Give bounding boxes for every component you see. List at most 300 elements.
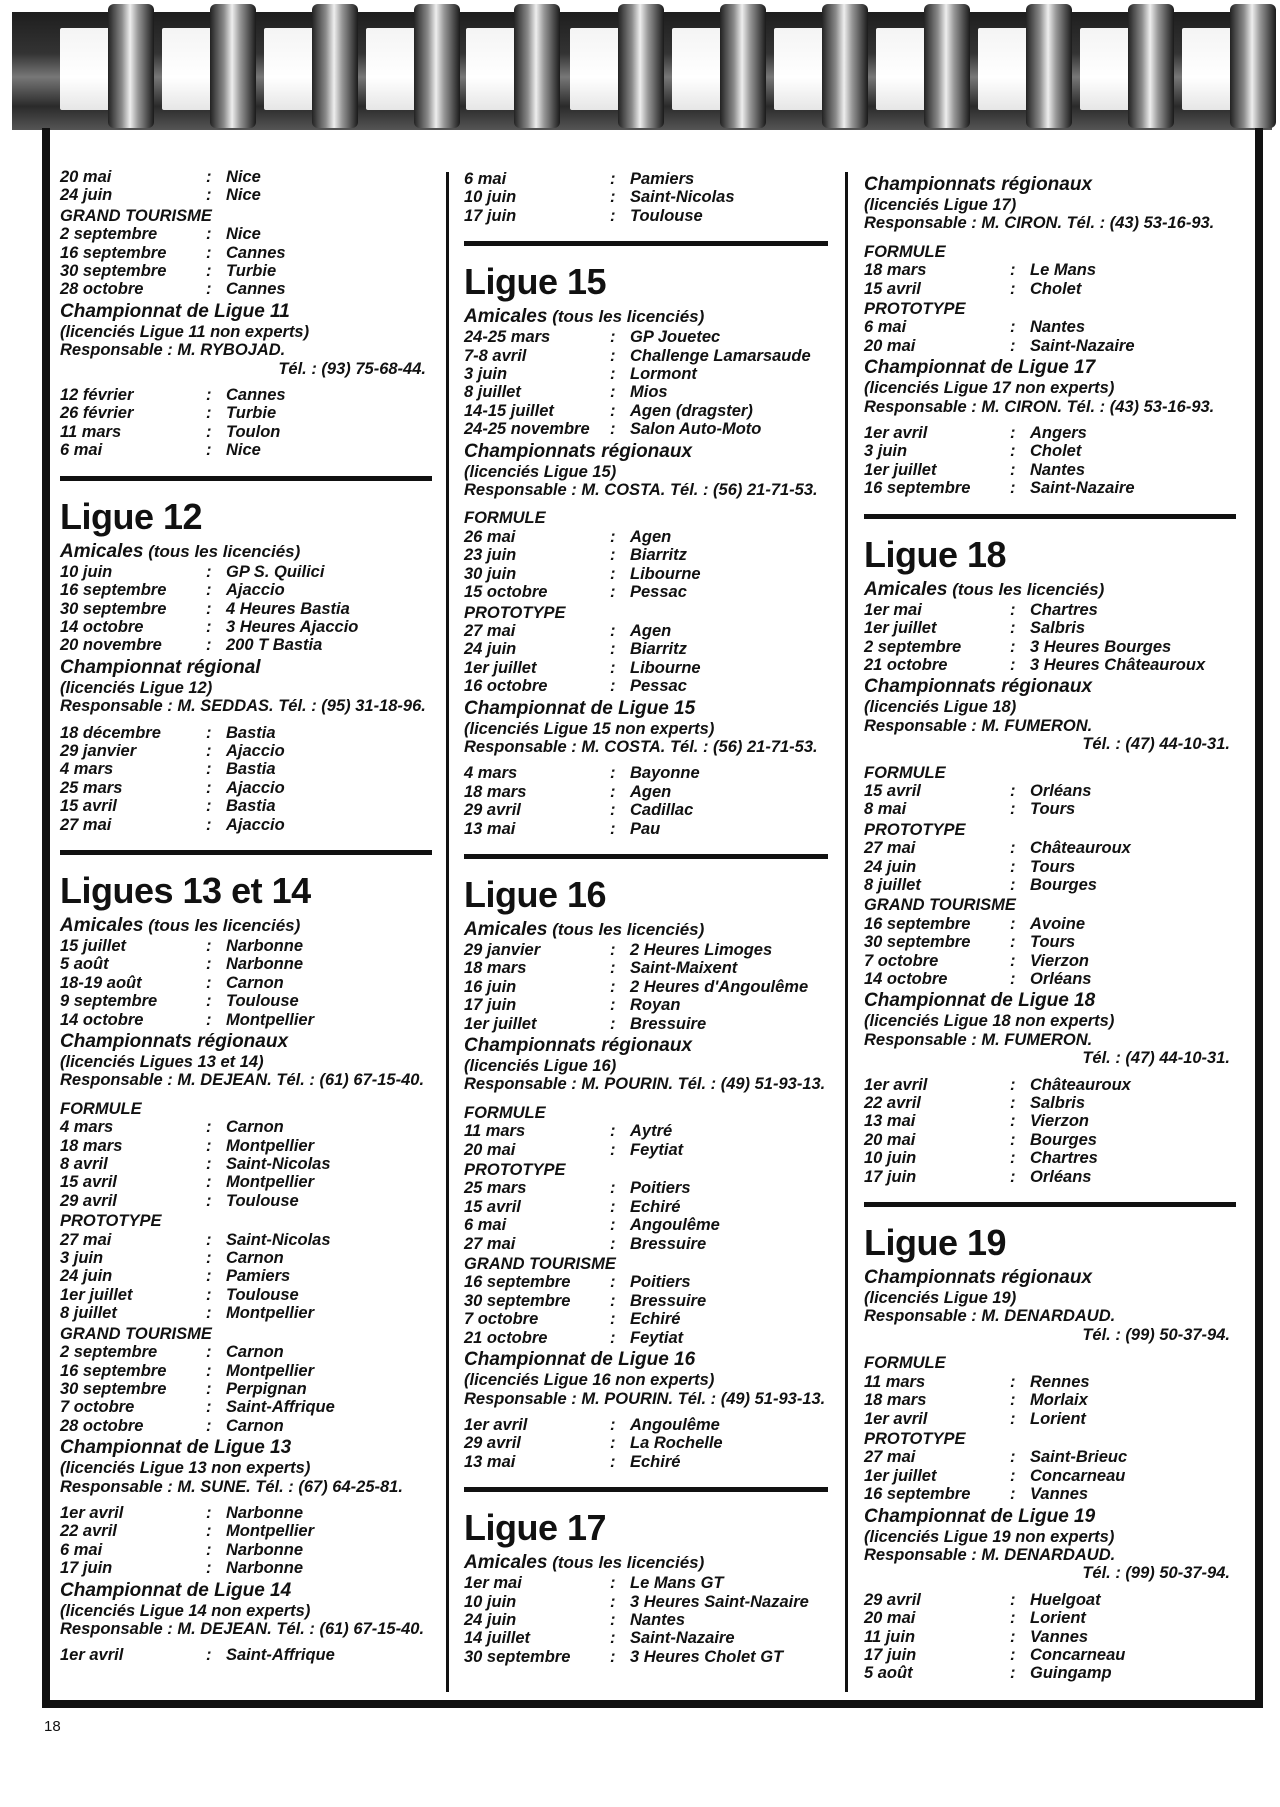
- schedule-row: [60, 600, 432, 618]
- schedule-row: [60, 618, 432, 636]
- schedule-row: [464, 622, 828, 640]
- league-header: [60, 497, 432, 563]
- phone-line: Tél. : (93) 75-68-44.: [278, 359, 426, 378]
- event-venue: Lorient: [1030, 1609, 1086, 1628]
- separator: :: [1010, 1391, 1016, 1410]
- amicales-note: (tous les licenciés): [552, 919, 705, 939]
- event-venue: Nice: [226, 168, 261, 186]
- schedule-row: [464, 764, 828, 782]
- event-date: 17 juin: [60, 1559, 113, 1578]
- binding-hole: [672, 28, 724, 110]
- event-venue: 4 Heures Bastia: [226, 599, 350, 618]
- schedule-row: [464, 328, 828, 346]
- schedule-row: [60, 1417, 432, 1435]
- event-date: 1er juillet: [464, 1014, 537, 1033]
- event-venue: Châteauroux: [1030, 839, 1131, 858]
- separator: :: [610, 1310, 616, 1329]
- event-date: 10 juin: [60, 562, 113, 581]
- schedule-list: [464, 528, 828, 602]
- schedule-list: [60, 1343, 432, 1435]
- event-venue: Nice: [226, 441, 261, 460]
- separator: :: [610, 170, 616, 188]
- event-venue: Ajaccio: [226, 581, 285, 600]
- event-venue: Feytiat: [630, 1140, 684, 1159]
- separator: :: [1010, 424, 1016, 443]
- event-venue: Lorient: [1030, 1409, 1086, 1428]
- event-venue: Royan: [630, 996, 681, 1015]
- schedule-row: [864, 479, 1236, 497]
- binding-ring: [1230, 4, 1276, 128]
- event-venue: Agen (dragster): [630, 401, 753, 420]
- separator: :: [1010, 1609, 1016, 1628]
- binding-hole: [774, 28, 826, 110]
- separator: :: [206, 1136, 212, 1155]
- column-3: [864, 172, 1236, 1683]
- separator: :: [1010, 1485, 1016, 1504]
- schedule-row: [864, 1076, 1236, 1094]
- schedule-row: [464, 1292, 828, 1310]
- event-venue: Montpellier: [226, 1173, 315, 1192]
- column-divider-2: [845, 172, 848, 1692]
- event-date: 20 mai: [864, 1609, 916, 1628]
- contact-line: Responsable : M. CIRON. Tél. : (43) 53-16-93.: [864, 214, 1215, 233]
- schedule-row: [464, 1434, 828, 1452]
- schedule-row: [60, 724, 432, 742]
- eligibility-note: (licenciés Ligue 17 non experts): [864, 379, 1115, 398]
- section-rule: [60, 476, 432, 481]
- event-date: 23 juin: [464, 546, 517, 565]
- separator: :: [1010, 442, 1016, 461]
- event-venue: Saint-Brieuc: [1030, 1448, 1128, 1467]
- schedule-row: [464, 170, 828, 188]
- binding-ring: [1128, 4, 1174, 128]
- phone-line: Tél. : (47) 44-10-31.: [1082, 735, 1230, 754]
- event-date: 1er avril: [60, 1503, 124, 1522]
- event-venue: 3 Heures Châteauroux: [1030, 655, 1206, 674]
- event-date: 16 septembre: [864, 914, 971, 933]
- section-rule: [864, 514, 1236, 519]
- event-venue: Pessac: [630, 583, 687, 602]
- championship-block: [864, 357, 1236, 416]
- binding-hole: [366, 28, 418, 110]
- event-venue: Echiré: [630, 1452, 681, 1471]
- eligibility-note: (licenciés Ligue 12): [60, 678, 213, 697]
- schedule-row: [464, 1216, 828, 1234]
- contact-line: Responsable : M. POURIN. Tél. : (49) 51-93-13.: [464, 1389, 826, 1408]
- separator: :: [206, 422, 212, 441]
- category-label: GRAND TOURISME: [60, 1324, 212, 1343]
- event-venue: Poitiers: [630, 1179, 691, 1198]
- separator: :: [206, 936, 212, 955]
- separator: :: [610, 782, 616, 801]
- event-date: 3 juin: [60, 1249, 104, 1268]
- schedule-row: [864, 1410, 1236, 1428]
- event-date: 11 mars: [60, 422, 122, 441]
- event-venue: Tours: [1030, 857, 1076, 876]
- amicales-label: Amicales: [464, 1552, 548, 1574]
- event-date: 20 mai: [864, 1130, 916, 1149]
- category-label: FORMULE: [864, 1354, 946, 1373]
- separator: :: [1010, 1645, 1016, 1664]
- schedule-row: [864, 1131, 1236, 1149]
- separator: :: [610, 1647, 616, 1666]
- event-date: 24 juin: [464, 1610, 517, 1629]
- event-date: 24-25 novembre: [464, 420, 590, 439]
- event-date: 24 juin: [464, 640, 517, 659]
- schedule-row: [464, 677, 828, 695]
- event-venue: Toulouse: [226, 1285, 299, 1304]
- event-date: 29 janvier: [464, 940, 541, 959]
- event-date: 29 avril: [864, 1590, 921, 1609]
- contact-line: Responsable : M. COSTA. Tél. : (56) 21-71-53.: [464, 737, 818, 756]
- separator: :: [610, 564, 616, 583]
- separator: :: [1010, 279, 1016, 298]
- separator: :: [206, 1503, 212, 1522]
- event-date: 27 mai: [464, 1234, 516, 1253]
- championship-block: [464, 441, 828, 500]
- schedule-row: [464, 402, 828, 420]
- eligibility-note: (licenciés Ligues 13 et 14): [60, 1053, 264, 1071]
- schedule-row: [864, 601, 1236, 619]
- event-venue: Morlaix: [1030, 1391, 1088, 1410]
- event-venue: Pamiers: [226, 1267, 291, 1286]
- separator: :: [610, 346, 616, 365]
- event-venue: Saint-Affrique: [226, 1646, 335, 1665]
- schedule-row: [464, 546, 828, 564]
- schedule-row: [60, 244, 432, 262]
- event-venue: Saint-Nazaire: [1030, 336, 1135, 355]
- event-date: 1er juillet: [464, 658, 537, 677]
- separator: :: [610, 1197, 616, 1216]
- event-venue: Chartres: [1030, 1149, 1098, 1168]
- event-date: 1er avril: [864, 1075, 928, 1094]
- schedule-row: [864, 1448, 1236, 1466]
- event-venue: Pau: [630, 819, 661, 838]
- separator: :: [610, 1415, 616, 1434]
- schedule-row: [464, 207, 828, 225]
- event-venue: Le Mans GT: [630, 1574, 724, 1593]
- binding-hole: [264, 28, 316, 110]
- championship-block: [464, 1035, 828, 1094]
- column-2: [464, 170, 828, 1666]
- separator: :: [206, 1118, 212, 1137]
- event-date: 17 juin: [464, 206, 517, 225]
- schedule-row: [864, 1467, 1236, 1485]
- amicales-note: (tous les licenciés): [148, 541, 301, 561]
- schedule-row: [864, 318, 1236, 336]
- event-date: 18 décembre: [60, 723, 161, 742]
- event-venue: Salbris: [1030, 1094, 1086, 1113]
- binding-ring: [1026, 4, 1072, 128]
- event-venue: Cannes: [226, 386, 286, 405]
- schedule-row: [60, 1118, 432, 1136]
- schedule-row: [60, 581, 432, 599]
- schedule-row: [60, 1173, 432, 1191]
- separator: :: [1010, 1466, 1016, 1485]
- separator: :: [1010, 951, 1016, 970]
- schedule-row: [60, 1398, 432, 1416]
- schedule-row: [464, 1179, 828, 1197]
- separator: :: [610, 1014, 616, 1033]
- event-date: 12 février: [60, 386, 134, 405]
- separator: :: [610, 640, 616, 659]
- schedule-row: [464, 1648, 828, 1666]
- schedule-row: [464, 1198, 828, 1216]
- event-venue: GP Jouetec: [630, 328, 721, 347]
- event-date: 24 juin: [864, 857, 917, 876]
- contact-line: Responsable : M. DEJEAN. Tél. : (61) 67-15-40.: [60, 1619, 425, 1638]
- event-venue: Le Mans: [1030, 261, 1097, 280]
- event-venue: Bastia: [226, 760, 276, 779]
- event-date: 30 juin: [464, 564, 517, 583]
- event-venue: Vannes: [1030, 1485, 1089, 1504]
- championship-block: [864, 990, 1236, 1067]
- championship-block: [60, 1031, 432, 1090]
- championship-title: Championnat de Ligue 13: [60, 1437, 292, 1459]
- event-venue: Orléans: [1030, 781, 1092, 800]
- separator: :: [1010, 839, 1016, 858]
- schedule-row: [60, 1362, 432, 1380]
- separator: :: [206, 1191, 212, 1210]
- event-venue: Saint-Nazaire: [1030, 479, 1135, 498]
- schedule-row: [464, 1273, 828, 1291]
- event-venue: Perpignan: [226, 1379, 307, 1398]
- event-date: 2 septembre: [60, 225, 158, 244]
- event-date: 29 avril: [60, 1191, 117, 1210]
- schedule-row: [864, 970, 1236, 988]
- event-date: 14-15 juillet: [464, 401, 554, 420]
- schedule-row: [60, 225, 432, 243]
- schedule-row: [464, 1141, 828, 1159]
- schedule-row: [864, 782, 1236, 800]
- event-venue: Cadillac: [630, 801, 694, 820]
- separator: :: [206, 581, 212, 600]
- separator: :: [206, 168, 212, 186]
- separator: :: [1010, 1448, 1016, 1467]
- championship-block: [864, 1267, 1236, 1344]
- separator: :: [206, 441, 212, 460]
- schedule-list: [864, 839, 1236, 894]
- event-venue: Ajaccio: [226, 815, 285, 834]
- amicales-heading: [464, 306, 828, 328]
- separator: :: [610, 801, 616, 820]
- separator: :: [610, 1291, 616, 1310]
- separator: :: [206, 1559, 212, 1578]
- schedule-list: [464, 1574, 828, 1666]
- separator: :: [1010, 336, 1016, 355]
- event-venue: Châteauroux: [1030, 1075, 1131, 1094]
- schedule-row: [464, 365, 828, 383]
- separator: :: [610, 1122, 616, 1141]
- event-date: 27 mai: [864, 1448, 916, 1467]
- schedule-row: [864, 638, 1236, 656]
- schedule-row: [864, 424, 1236, 442]
- schedule-row: [864, 1485, 1236, 1503]
- league-header: [464, 262, 828, 328]
- separator: :: [1010, 914, 1016, 933]
- event-date: 29 avril: [464, 801, 521, 820]
- event-date: 21 octobre: [464, 1328, 548, 1347]
- separator: :: [610, 583, 616, 602]
- event-date: 16 septembre: [464, 1273, 571, 1292]
- contact-line: Responsable : M. SEDDAS. Tél. : (95) 31-18-96.: [60, 697, 426, 716]
- event-venue: Concarneau: [1030, 1645, 1126, 1664]
- event-date: 1er avril: [864, 424, 928, 443]
- event-venue: Toulouse: [630, 206, 703, 225]
- schedule-row: [864, 876, 1236, 894]
- separator: :: [206, 562, 212, 581]
- event-venue: Angoulême: [630, 1216, 720, 1235]
- separator: :: [206, 1155, 212, 1174]
- separator: :: [1010, 800, 1016, 819]
- event-date: 16 octobre: [464, 677, 548, 696]
- event-date: 5 août: [864, 1664, 913, 1683]
- event-date: 14 juillet: [464, 1629, 531, 1648]
- event-date: 29 janvier: [60, 741, 137, 760]
- event-venue: Saint-Nicolas: [630, 188, 735, 207]
- separator: :: [610, 1273, 616, 1292]
- amicales-label: Amicales: [60, 540, 144, 562]
- event-date: 30 septembre: [60, 599, 167, 618]
- schedule-row: [60, 636, 432, 654]
- event-venue: Nantes: [1030, 460, 1086, 479]
- event-date: 16 septembre: [864, 479, 971, 498]
- event-venue: Carnon: [226, 1343, 284, 1362]
- championship-title: Championnats régionaux: [464, 1035, 693, 1056]
- league-header: [60, 871, 432, 937]
- event-date: 22 avril: [864, 1094, 921, 1113]
- event-venue: Turbie: [226, 404, 277, 423]
- championship-title: Championnat de Ligue 16: [464, 1349, 696, 1371]
- league-title: Ligue 19: [864, 1222, 1007, 1264]
- event-date: 6 mai: [60, 441, 103, 460]
- schedule-row: [464, 801, 828, 819]
- championship-title: Championnats régionaux: [464, 440, 693, 462]
- separator: :: [610, 420, 616, 439]
- binding-ring: [108, 4, 154, 128]
- separator: :: [206, 1285, 212, 1304]
- separator: :: [206, 1304, 212, 1323]
- binding-hole: [162, 28, 214, 110]
- event-venue: Carnon: [226, 1416, 284, 1435]
- schedule-row: [864, 915, 1236, 933]
- column-divider-1: [446, 172, 449, 1692]
- event-date: 4 mars: [60, 1118, 114, 1137]
- league-title: Ligue 18: [864, 533, 1007, 575]
- binding-hole: [978, 28, 1030, 110]
- amicales-label: Amicales: [60, 914, 144, 936]
- category-label: FORMULE: [60, 1099, 142, 1118]
- separator: :: [206, 225, 212, 244]
- event-date: 28 octobre: [60, 1416, 144, 1435]
- event-venue: Biarritz: [630, 546, 687, 565]
- separator: :: [206, 1173, 212, 1192]
- event-venue: Echiré: [630, 1197, 681, 1216]
- category-label: PROTOTYPE: [864, 300, 966, 319]
- championship-title: Championnats régionaux: [60, 1031, 289, 1052]
- event-date: 20 mai: [864, 336, 916, 355]
- event-venue: Carnon: [226, 1118, 284, 1137]
- event-date: 27 mai: [60, 1230, 112, 1249]
- schedule-row: [864, 1168, 1236, 1186]
- league-title: Ligue 12: [60, 495, 203, 537]
- event-date: 14 octobre: [60, 617, 144, 636]
- eligibility-note: (licenciés Ligue 16): [464, 1057, 617, 1075]
- event-date: 18 mars: [864, 1391, 927, 1410]
- event-date: 3 juin: [464, 365, 508, 384]
- separator: :: [206, 1010, 212, 1029]
- event-date: 30 septembre: [60, 1379, 167, 1398]
- championship-block: [464, 698, 828, 757]
- schedule-row: [464, 565, 828, 583]
- category-label: FORMULE: [464, 509, 546, 528]
- schedule-row: [864, 839, 1236, 857]
- separator: :: [206, 1230, 212, 1249]
- binding-ring: [414, 4, 460, 128]
- schedule-list: [464, 622, 828, 696]
- event-date: 1er juillet: [864, 619, 937, 638]
- event-date: 9 septembre: [60, 992, 158, 1011]
- separator: :: [1010, 857, 1016, 876]
- event-date: 16 septembre: [864, 1485, 971, 1504]
- event-venue: Cholet: [1030, 279, 1082, 298]
- event-venue: Bastia: [226, 797, 276, 816]
- event-date: 6 mai: [60, 1540, 103, 1559]
- separator: :: [206, 815, 212, 834]
- amicales-label: Amicales: [464, 306, 548, 328]
- schedule-row: [60, 262, 432, 280]
- schedule-row: [60, 816, 432, 834]
- schedule-row: [864, 1628, 1236, 1646]
- schedule-row: [60, 441, 432, 459]
- separator: :: [206, 1267, 212, 1286]
- page-number: 18: [44, 1718, 61, 1735]
- event-date: 20 mai: [464, 1140, 516, 1159]
- amicales-note: (tous les licenciés): [148, 915, 301, 935]
- event-date: 30 septembre: [60, 262, 167, 281]
- binding-hole: [466, 28, 518, 110]
- schedule-row: [60, 386, 432, 404]
- category-label: GRAND TOURISME: [464, 1255, 616, 1274]
- event-venue: Orléans: [1030, 970, 1092, 988]
- schedule-row: [60, 1343, 432, 1361]
- event-date: 16 septembre: [60, 243, 167, 262]
- separator: :: [206, 760, 212, 779]
- separator: :: [1010, 261, 1016, 280]
- event-date: 28 octobre: [60, 280, 144, 299]
- eligibility-note: (licenciés Ligue 19 non experts): [864, 1527, 1115, 1546]
- schedule-list: [60, 386, 432, 460]
- event-venue: 2 Heures d'Angoulême: [630, 977, 809, 996]
- event-date: 26 mai: [464, 527, 516, 546]
- amicales-note: (tous les licenciés): [952, 579, 1105, 599]
- event-date: 16 septembre: [60, 581, 167, 600]
- schedule-row: [864, 952, 1236, 970]
- separator: :: [610, 1234, 616, 1253]
- amicales-note: (tous les licenciés): [552, 1553, 705, 1573]
- amicales-heading: [464, 1552, 828, 1574]
- event-venue: Biarritz: [630, 640, 687, 659]
- event-date: 10 juin: [864, 1149, 917, 1168]
- championship-title: Championnat de Ligue 18: [864, 990, 1096, 1012]
- event-date: 15 avril: [864, 279, 921, 298]
- amicales-label: Amicales: [464, 918, 548, 940]
- event-venue: Narbonne: [226, 936, 304, 955]
- separator: :: [1010, 460, 1016, 479]
- separator: :: [1010, 318, 1016, 337]
- amicales-heading: [60, 915, 432, 937]
- event-date: 1er avril: [60, 1646, 124, 1665]
